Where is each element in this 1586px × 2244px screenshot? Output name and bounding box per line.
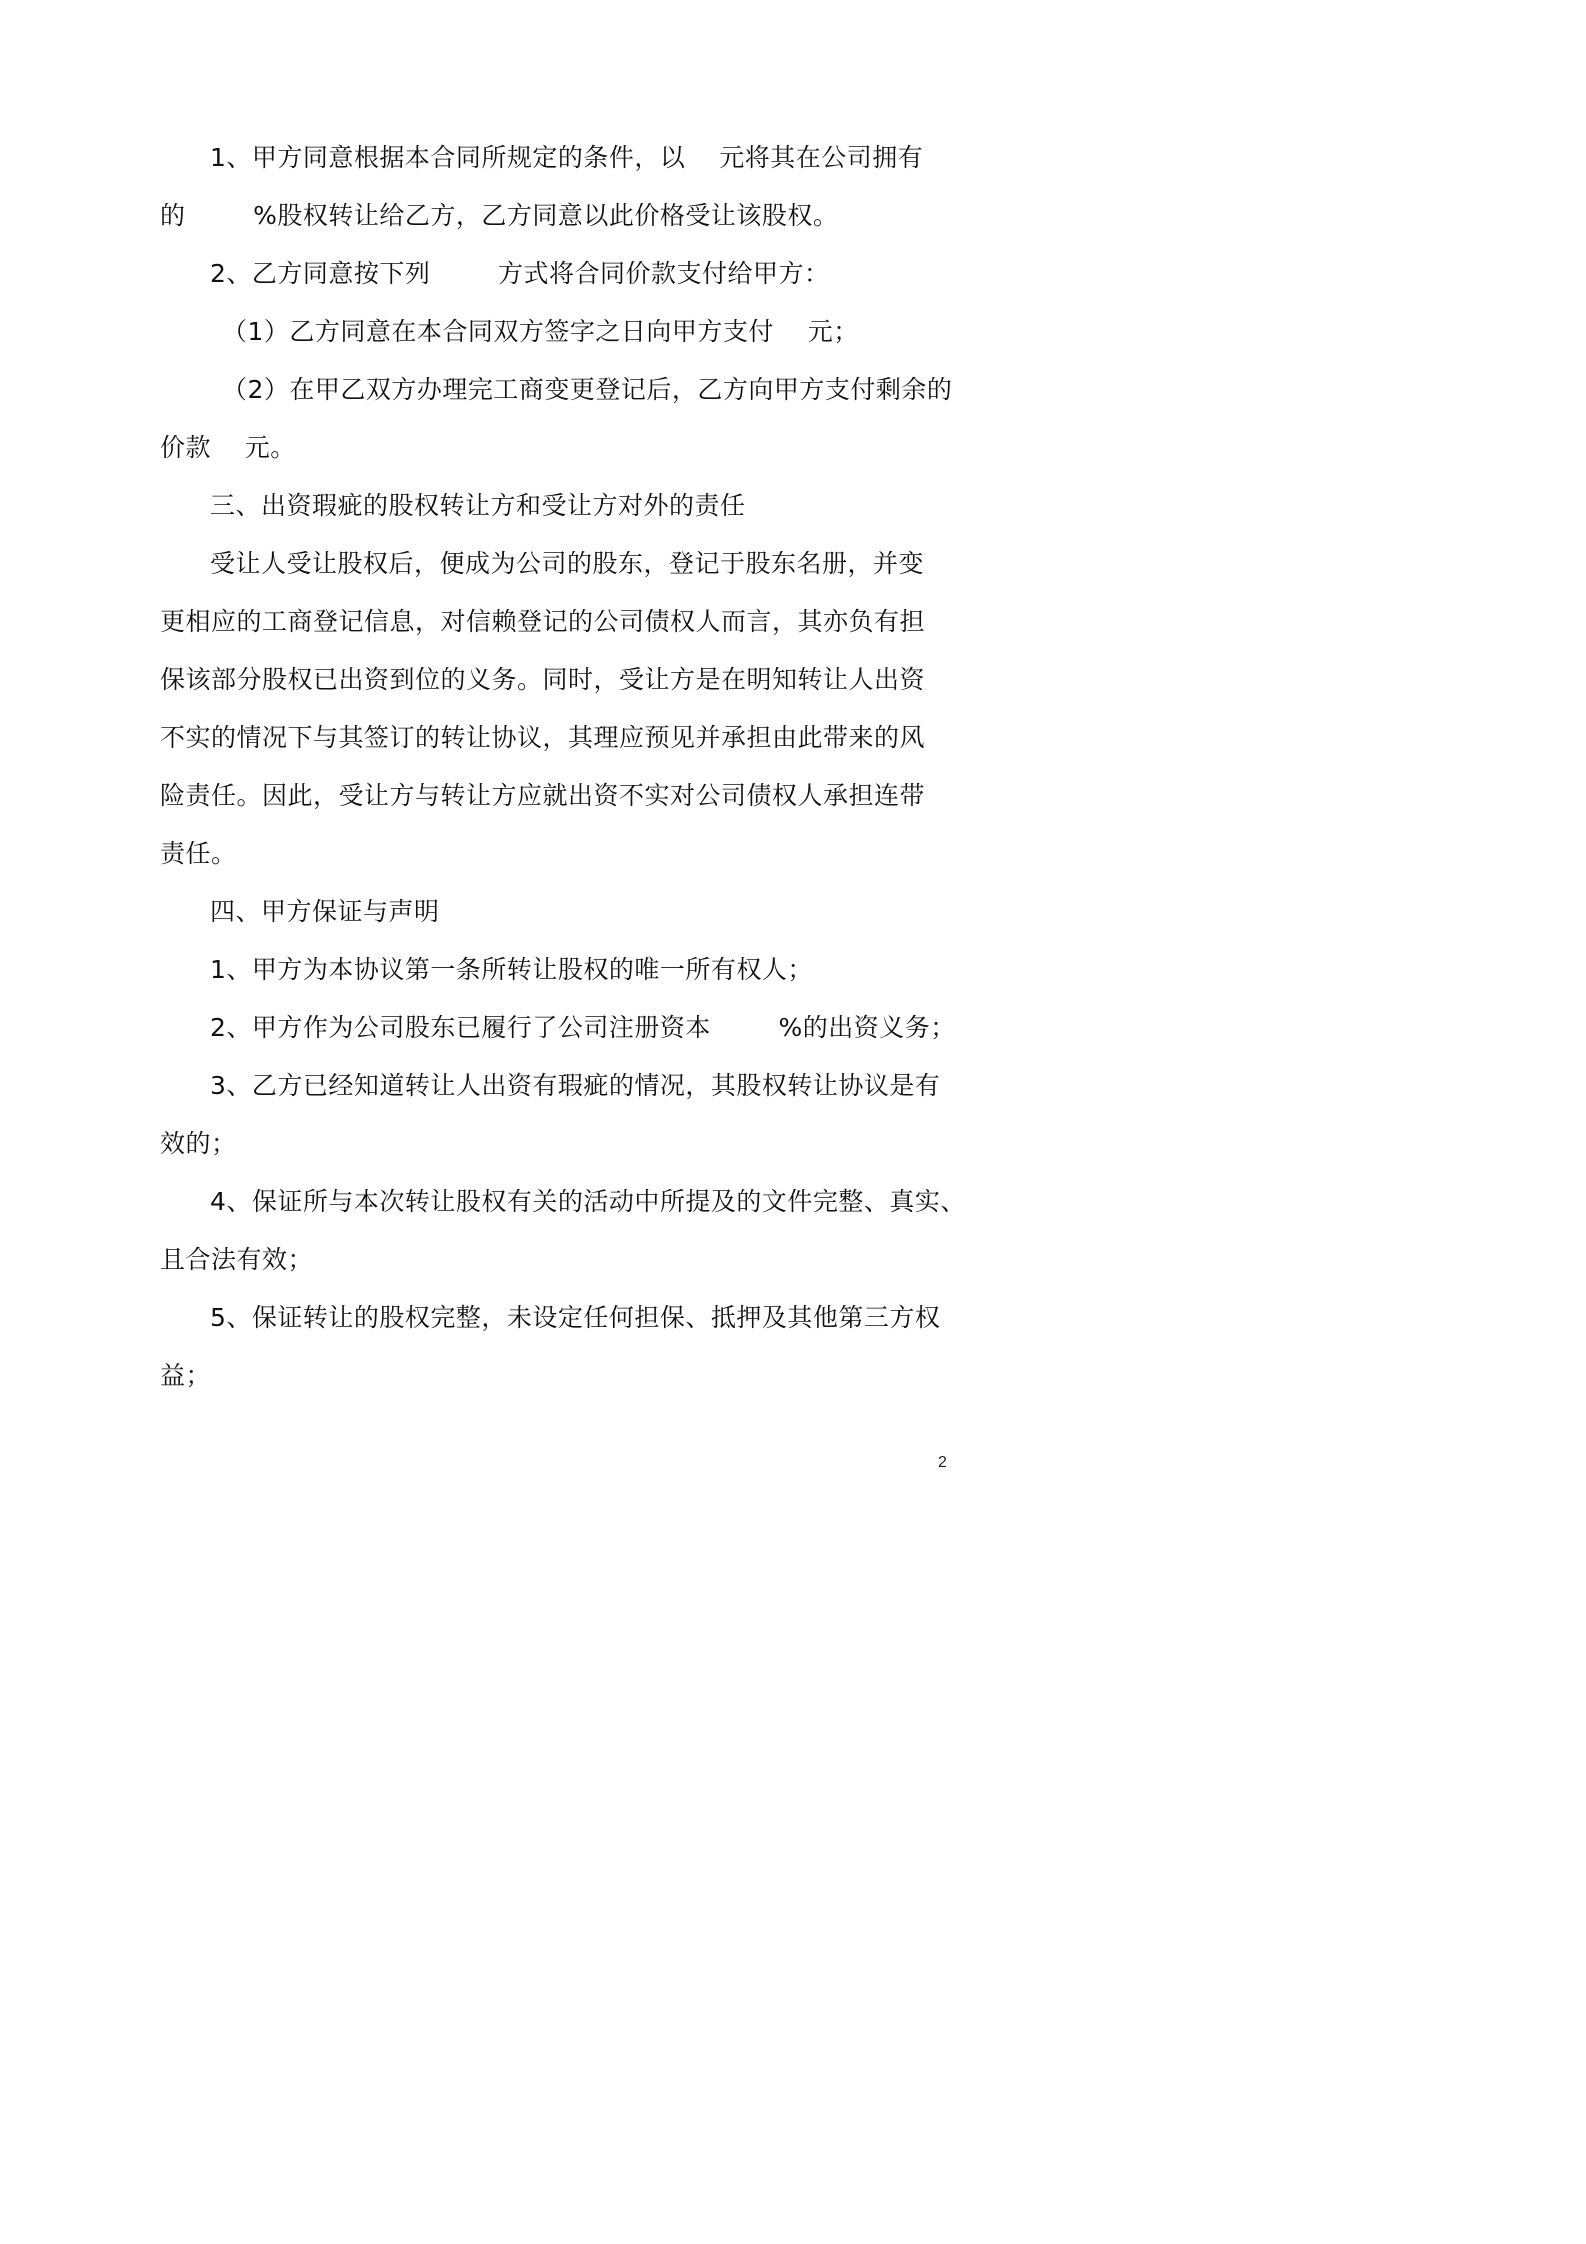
section-4-item-4-line-1: 4、保证所与本次转让股权有关的活动中所提及的文件完整、真实、 [210, 1187, 966, 1216]
clause-2-item-1: （1）乙方同意在本合同双方签字之日向甲方支付 元； [222, 317, 859, 346]
section-3-paragraph-line-5: 险责任。因此，受让方与转让方应就出资不实对公司债权人承担连带 [160, 781, 926, 810]
section-4-item-4-line-2: 且合法有效； [160, 1245, 314, 1274]
section-4-item-5-line-2: 益； [160, 1361, 212, 1390]
page-number: 2 [938, 1454, 947, 1471]
section-4-item-1: 1、甲方为本协议第一条所转让股权的唯一所有权人； [210, 955, 813, 984]
clause-2-heading: 2、乙方同意按下列 方式将合同价款支付给甲方： [210, 259, 830, 288]
section-4-heading: 四、甲方保证与声明 [210, 897, 440, 926]
section-3-paragraph-line-6: 责任。 [160, 839, 237, 868]
section-3-paragraph-line-4: 不实的情况下与其签订的转让协议，其理应预见并承担由此带来的风 [160, 723, 926, 752]
clause-1-line-2: 的 %股权转让给乙方，乙方同意以此价格受让该股权。 [160, 201, 839, 230]
section-4-item-2: 2、甲方作为公司股东已履行了公司注册资本 %的出资义务； [210, 1013, 956, 1042]
document-page [0, 0, 1103, 1561]
section-4-item-5-line-1: 5、保证转让的股权完整，未设定任何担保、抵押及其他第三方权 [210, 1303, 941, 1332]
section-4-item-3-line-1: 3、乙方已经知道转让人出资有瑕疵的情况，其股权转让协议是有 [210, 1071, 941, 1100]
section-3-heading: 三、出资瑕疵的股权转让方和受让方对外的责任 [210, 491, 746, 520]
clause-1-line-1: 1、甲方同意根据本合同所规定的条件，以 元将其在公司拥有 [210, 143, 924, 172]
clause-2-item-2-line-1: （2）在甲乙双方办理完工商变更登记后，乙方向甲方支付剩余的 [222, 375, 953, 404]
section-3-paragraph-line-1: 受让人受让股权后，便成为公司的股东，登记于股东名册，并变 [210, 549, 925, 578]
section-3-paragraph-line-3: 保该部分股权已出资到位的义务。同时，受让方是在明知转让人出资 [160, 665, 926, 694]
clause-2-item-2-line-2: 价款 元。 [160, 433, 296, 462]
section-4-item-3-line-2: 效的； [160, 1129, 237, 1158]
section-3-paragraph-line-2: 更相应的工商登记信息，对信赖登记的公司债权人而言，其亦负有担 [160, 607, 926, 636]
